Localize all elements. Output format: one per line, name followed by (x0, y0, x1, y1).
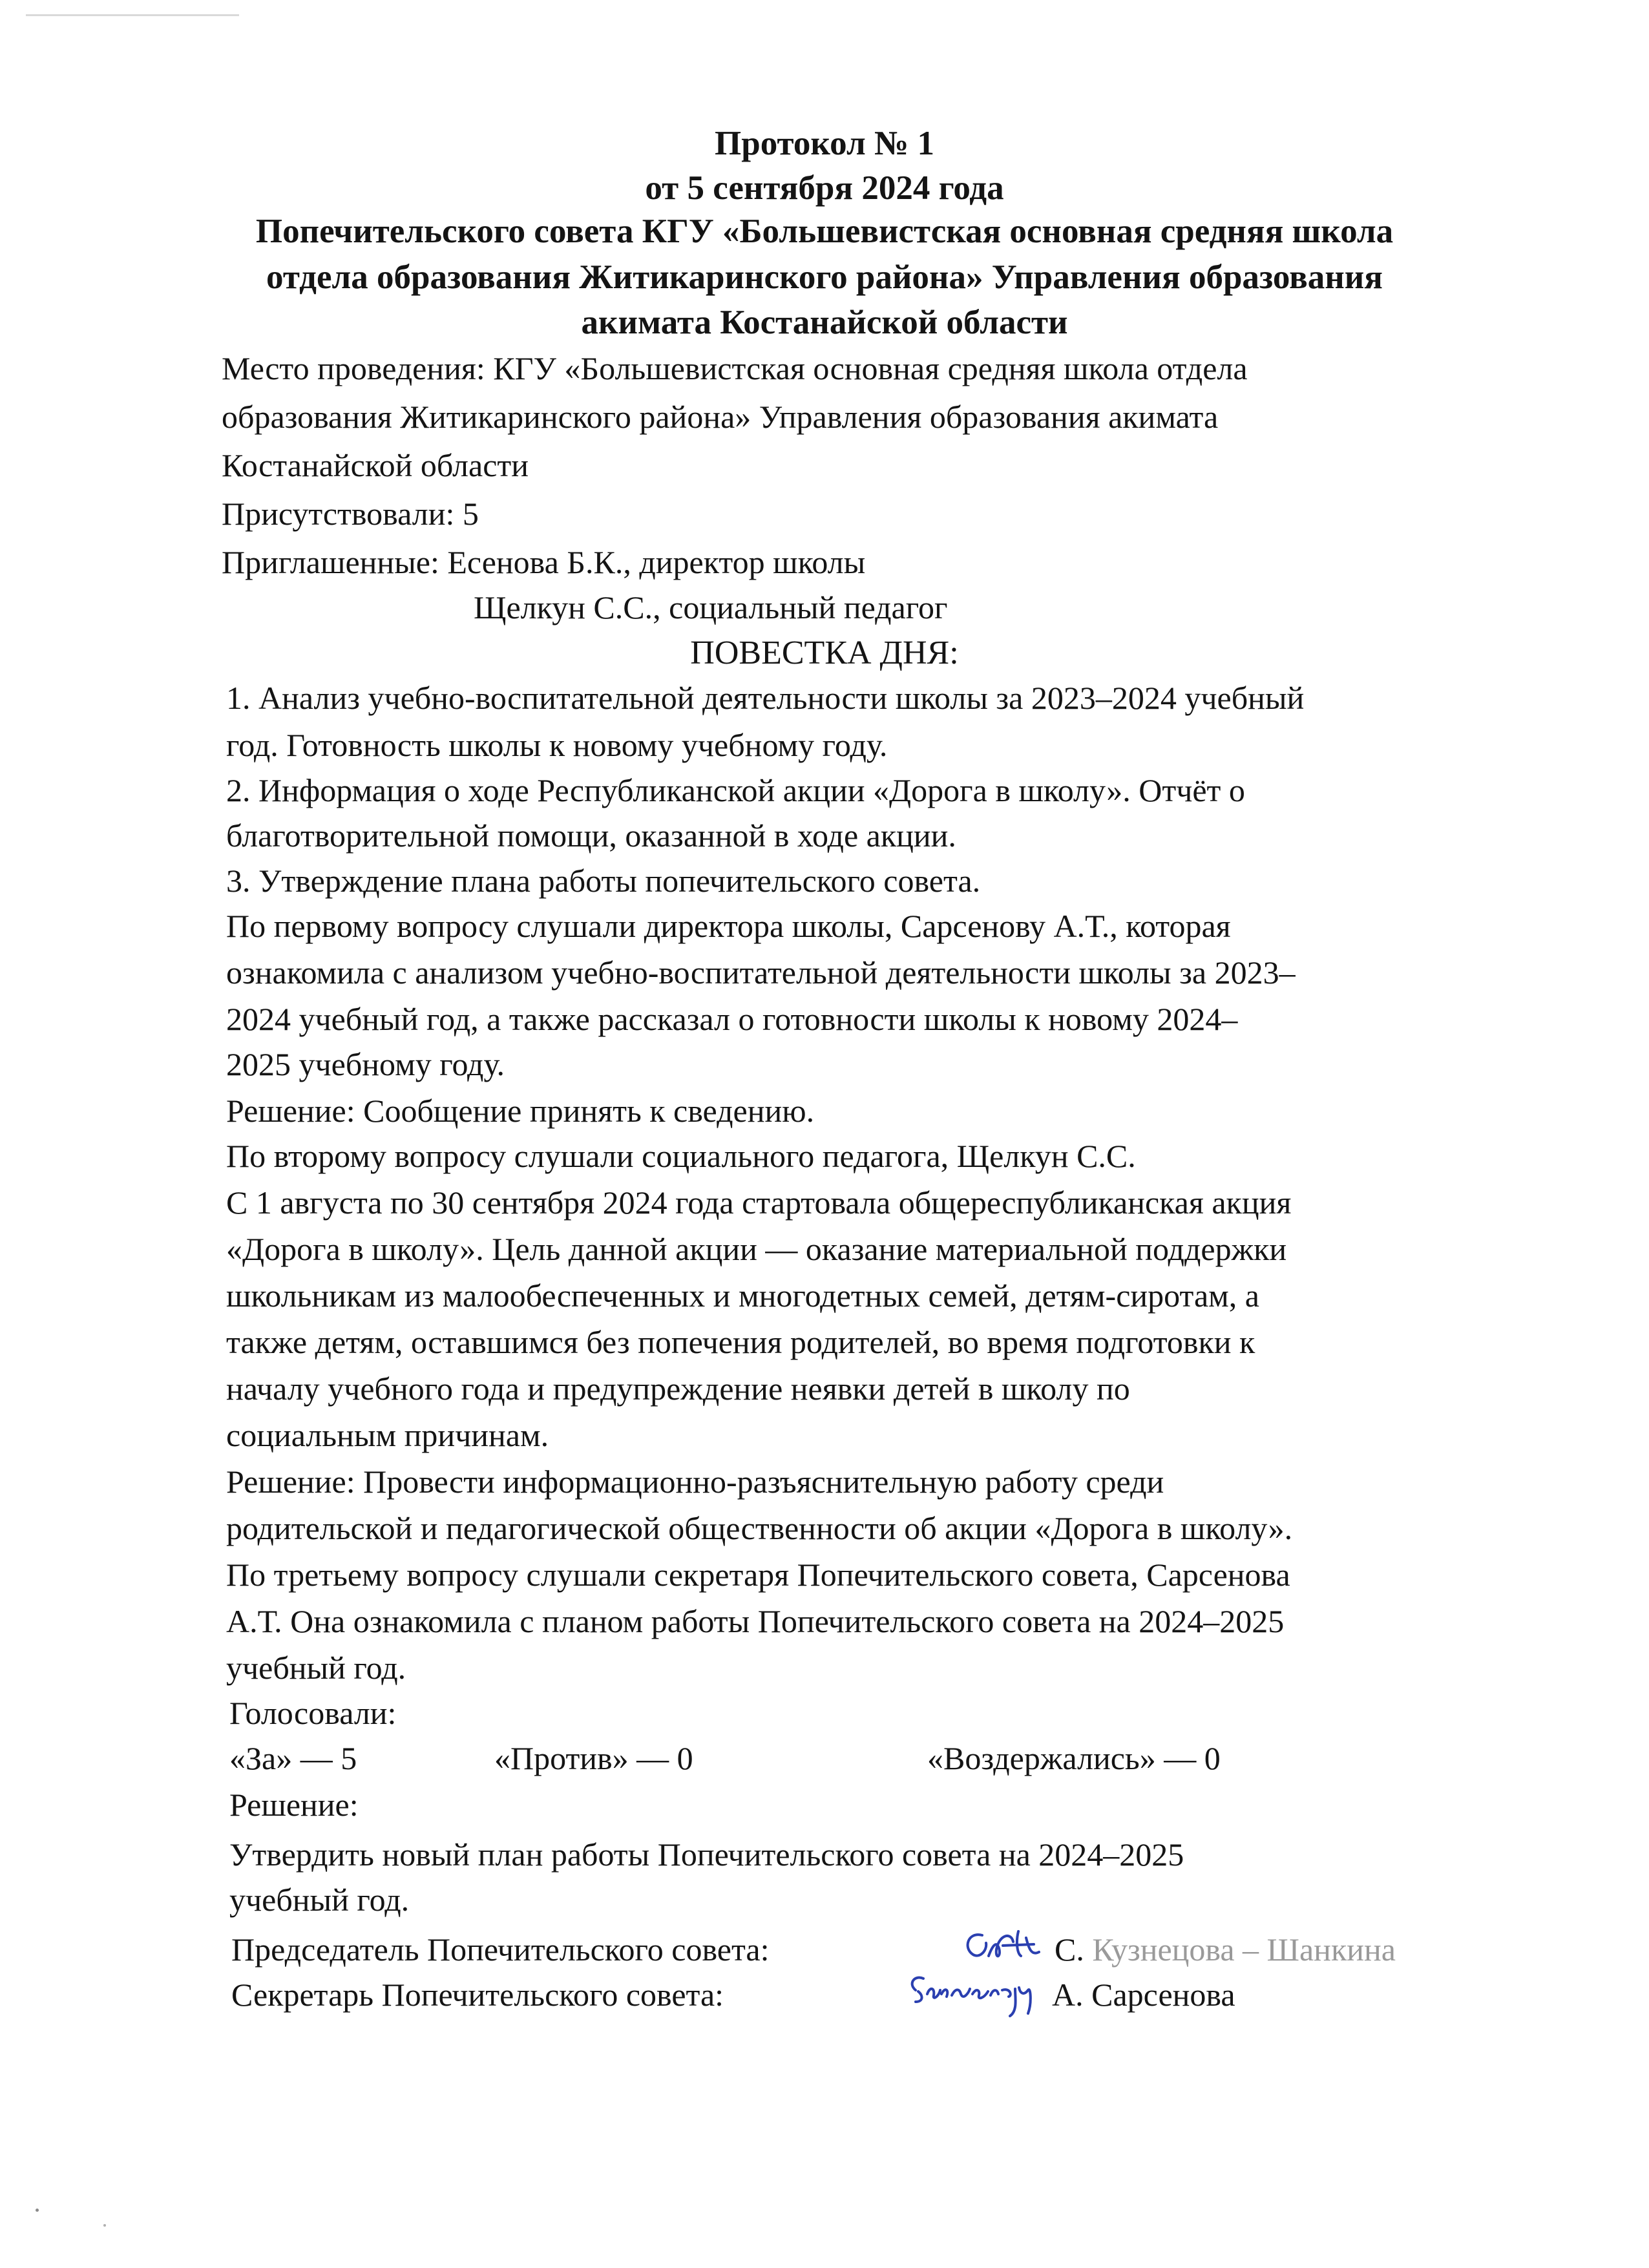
q2-decision-line1: Решение: Провести информационно-разъяснительную работу среди (226, 1464, 1164, 1500)
chair-name-surname: Кузнецова – Шанкина (1092, 1931, 1396, 1968)
invited-line1: Приглашенные: Есенова Б.К., директор школы (222, 544, 866, 580)
q2-line3: «Дорога в школу». Цель данной акции — оказание материальной поддержки (226, 1231, 1287, 1267)
q2-line7: социальным причинам. (226, 1417, 549, 1453)
agenda-item1-line2: год. Готовность школы к новому учебному году. (226, 727, 888, 763)
q2-line6: началу учебного года и предупреждение неявки детей в школу по (226, 1370, 1130, 1407)
protocol-title: Протокол № 1 (715, 125, 934, 162)
voting-decision-line2: учебный год. (229, 1882, 410, 1918)
agenda-item2-line1: 2. Информация о ходе Республиканской акции «Дорога в школу». Отчёт о (226, 772, 1245, 808)
voting-decision-line1: Утвердить новый план работы Попечительского совета на 2024–2025 (229, 1836, 1184, 1873)
chair-name (1055, 1933, 1396, 1966)
q2-line2: С 1 августа по 30 сентября 2024 года стартовала общереспубликанская акция (226, 1184, 1292, 1221)
q1-line2: ознакомила с анализом учебно-воспитательной деятельности школы за 2023– (226, 954, 1296, 991)
venue-line1: Место проведения: КГУ «Большевистская основная средняя школа отдела (222, 350, 1248, 386)
vote-abstained: «Воздержались» — 0 (927, 1740, 1221, 1776)
q2-line4: школьникам из малообеспеченных и многодетных семей, детям-сиротам, а (226, 1277, 1259, 1314)
q2-line1: По второму вопросу слушали социального педагога, Щелкун С.С. (226, 1138, 1136, 1174)
chair-name-initial: С. (1055, 1931, 1084, 1968)
vote-for: «За» — 5 (229, 1740, 357, 1776)
protocol-org-line2: отдела образования Житикаринского района» Управления образования (266, 258, 1383, 296)
agenda-heading: ПОВЕСТКА ДНЯ: (690, 635, 959, 671)
agenda-item1-line1: 1. Анализ учебно-воспитательной деятельности школы за 2023–2024 учебный (226, 680, 1305, 716)
chair-label: Председатель Попечительского совета: (231, 1931, 770, 1968)
scan-edge-mark (26, 14, 239, 16)
present-count: Присутствовали: 5 (222, 496, 479, 532)
venue-line3: Костанайской области (222, 447, 529, 483)
secretary-label: Секретарь Попечительского совета: (231, 1977, 724, 2013)
protocol-org-line1: Попечительского совета КГУ «Большевистская основная средняя школа (255, 213, 1394, 250)
q3-line2: А.Т. Она ознакомила с планом работы Попечительского совета на 2024–2025 (226, 1603, 1285, 1639)
q1-line1: По первому вопросу слушали директора школы, Сарсенову А.Т., которая (226, 908, 1231, 944)
q1-line3: 2024 учебный год, а также рассказал о готовности школы к новому 2024– (226, 1001, 1238, 1037)
venue-line2: образования Житикаринского района» Управления образования акимата (222, 399, 1219, 435)
q3-line3: учебный год. (226, 1650, 406, 1686)
protocol-org-line3: акимата Костанайской области (581, 304, 1068, 341)
q2-line5: также детям, оставшимся без попечения родителей, во время подготовки к (226, 1324, 1255, 1360)
voting-label: Голосовали: (229, 1695, 397, 1731)
scan-speck (36, 2209, 39, 2212)
q2-decision-line2: родительской и педагогической общественности об акции «Дорога в школу». (226, 1510, 1293, 1546)
secretary-signature-image (901, 1964, 1056, 2022)
protocol-date: от 5 сентября 2024 года (645, 169, 1004, 207)
agenda-item3: 3. Утверждение плана работы попечительского совета. (226, 863, 981, 899)
vote-against: «Против» — 0 (494, 1740, 693, 1776)
secretary-name: А. Сарсенова (1052, 1977, 1235, 2013)
q3-line1: По третьему вопросу слушали секретаря Попечительского совета, Сарсенова (226, 1557, 1290, 1593)
voting-decision-label: Решение: (229, 1787, 359, 1823)
agenda-item2-line2: благотворительной помощи, оказанной в ходе акции. (226, 817, 956, 854)
scan-speck (103, 2224, 106, 2227)
q1-decision: Решение: Сообщение принять к сведению. (226, 1093, 815, 1129)
invited-line2: Щелкун С.С., социальный педагог (474, 589, 948, 625)
q1-line4: 2025 учебному году. (226, 1046, 505, 1082)
